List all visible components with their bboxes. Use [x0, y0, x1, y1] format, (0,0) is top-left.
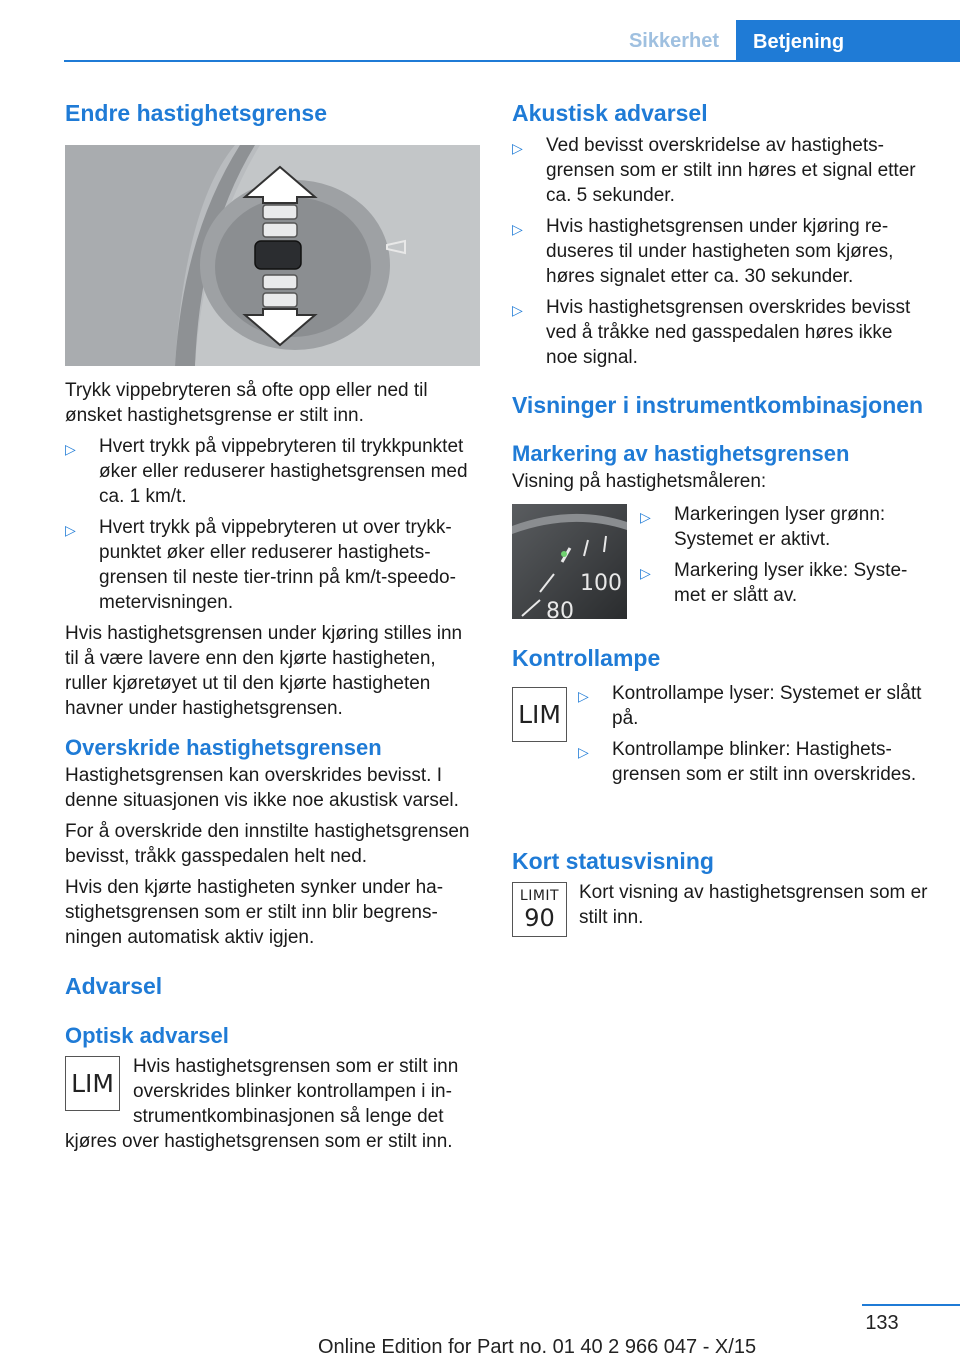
- speedo-label-100: 100: [580, 571, 622, 596]
- heading-visninger: Visninger i instrumentkombinasjonen: [512, 392, 924, 418]
- list-item-text: Markering lyser ikke: Systemet er slått av.: [674, 560, 908, 606]
- list-item-text: Kontrollampe lyser: Systemet er slått på.: [612, 683, 922, 729]
- list-akustisk: [512, 133, 927, 370]
- tab-sikkerhet[interactable]: Sikkerhet: [628, 30, 720, 52]
- paragraph-trykk: Trykk vippebryteren så ofte opp eller ned til ønsket hastighetsgrense er stilt inn.: [65, 380, 428, 426]
- list-item-text: Hvis hastighetsgrensen overskrides bevisst ved å tråkke ned gasspedalen høres ikke noe signal.: [546, 297, 911, 368]
- triangle-bullet-icon: ▷: [578, 688, 589, 704]
- paragraph-for-a: For å overskride den innstilte hastighetsgrensen bevisst, tråkk gasspedalen helt ned.: [65, 821, 470, 867]
- list-item: [512, 295, 927, 370]
- triangle-bullet-icon: ▷: [640, 565, 651, 581]
- list-item: [512, 133, 927, 208]
- left-column: [65, 98, 480, 1154]
- limit-90-indicator-icon: [512, 882, 567, 937]
- heading-endre-hastighetsgrense: Endre hastighetsgrense: [65, 100, 328, 126]
- paragraph-stilles: Hvis hastighetsgrensen under kjøring stilles inn til å være lavere enn den kjørte hastigheten, ruller kjøretøyet ut til den kjørte hastigheten havner under hastighetsgrensen.: [65, 623, 463, 719]
- triangle-bullet-icon: ▷: [640, 509, 651, 525]
- right-column: [512, 98, 927, 950]
- paragraph-optisk: Hvis hastighetsgrensen som er stilt inn overskrides blinker kontrollampen i instrumentkombinasjonen så lenge det kjøres over hastighetsgrensen som er stilt inn.: [65, 1056, 459, 1152]
- list-item-text: Hvert trykk på vippebryteren til trykkpunktet øker eller reduserer hastighetsgrensen med ca. 1 km/t.: [99, 436, 468, 507]
- paragraph-synker: Hvis den kjørte hastigheten synker under hastighetsgrensen som er stilt inn blir begrensningen automatisk aktiv igjen.: [65, 877, 444, 948]
- lim-indicator-icon: [512, 687, 567, 742]
- list-markering: [640, 502, 930, 608]
- limit-icon-value: 90: [524, 904, 555, 932]
- list-item-text: Ved bevisst overskridelse av hastighetsgrensen som er stilt inn høres et signal etter ca. 5 sekunder.: [546, 135, 916, 206]
- list-endre: [65, 434, 480, 615]
- triangle-bullet-icon: ▷: [512, 302, 523, 318]
- lim-icon-text: LIM: [518, 700, 561, 729]
- list-item: [65, 515, 480, 615]
- paragraph-visning: Visning på hastighetsmåleren:: [512, 471, 767, 492]
- list-kontrollampe: [578, 681, 928, 787]
- kontrollampe-block: [512, 673, 927, 813]
- page-number: 133: [865, 1312, 899, 1334]
- paragraph-kort: Kort visning av hastighetsgrensen som er stilt inn.: [579, 882, 928, 928]
- heading-advarsel: Advarsel: [65, 973, 163, 999]
- triangle-bullet-icon: ▷: [512, 221, 523, 237]
- kort-block: [512, 880, 927, 950]
- edition-text: Online Edition for Part no. 01 40 2 966 047 - X/15: [318, 1336, 757, 1358]
- list-item-text: Kontrollampe blinker: Hastighetsgrensen som er stilt inn overskrides.: [612, 739, 917, 785]
- heading-kontrollampe: Kontrollampe: [512, 645, 661, 671]
- triangle-bullet-icon: ▷: [578, 744, 589, 760]
- limit-icon-text: LIMIT: [519, 888, 560, 904]
- list-item: [65, 434, 480, 509]
- triangle-bullet-icon: ▷: [512, 140, 523, 156]
- steering-wheel-rocker-switch-photo: [65, 145, 480, 366]
- triangle-bullet-icon: ▷: [65, 522, 76, 538]
- tab-betjening-label: Betjening: [753, 31, 845, 53]
- list-item: [640, 558, 930, 608]
- lim-indicator-icon: [65, 1056, 120, 1111]
- triangle-bullet-icon: ▷: [65, 441, 76, 457]
- tab-betjening[interactable]: [736, 20, 960, 62]
- list-item: [512, 214, 927, 289]
- list-item: [578, 737, 928, 787]
- speedometer-image: [512, 504, 627, 619]
- footer-rule: [862, 1304, 960, 1306]
- heading-kort-statusvisning: Kort statusvisning: [512, 848, 714, 874]
- page-header: [0, 0, 960, 64]
- lim-icon-text: LIM: [71, 1069, 114, 1098]
- heading-akustisk-advarsel: Akustisk advarsel: [512, 100, 708, 126]
- list-item: [578, 681, 928, 731]
- list-item-text: Markeringen lyser grønn: Systemet er aktivt.: [674, 504, 886, 550]
- header-rule: [64, 60, 960, 62]
- list-item-text: Hvis hastighetsgrensen under kjøring reduseres til under hastigheten som kjøres, høres signalet etter ca. 30 sekunder.: [546, 216, 894, 287]
- heading-optisk-advarsel: Optisk advarsel: [65, 1023, 229, 1048]
- paragraph-bevisst: Hastighetsgrensen kan overskrides bevisst. I denne situasjonen vis ikke noe akustisk varsel.: [65, 765, 459, 811]
- optisk-block: [65, 1054, 480, 1154]
- heading-overskride: Overskride hastighetsgrensen: [65, 735, 382, 760]
- list-item: [640, 502, 930, 552]
- list-item-text: Hvert trykk på vippebryteren ut over trykkpunktet øker eller reduserer hastighetsgrensen til neste tier-trinn på km/t-speedometervisningen.: [99, 517, 456, 613]
- speedo-label-80: 80: [546, 599, 574, 619]
- heading-markering: Markering av hastighetsgrensen: [512, 441, 850, 466]
- markering-block: [512, 504, 927, 620]
